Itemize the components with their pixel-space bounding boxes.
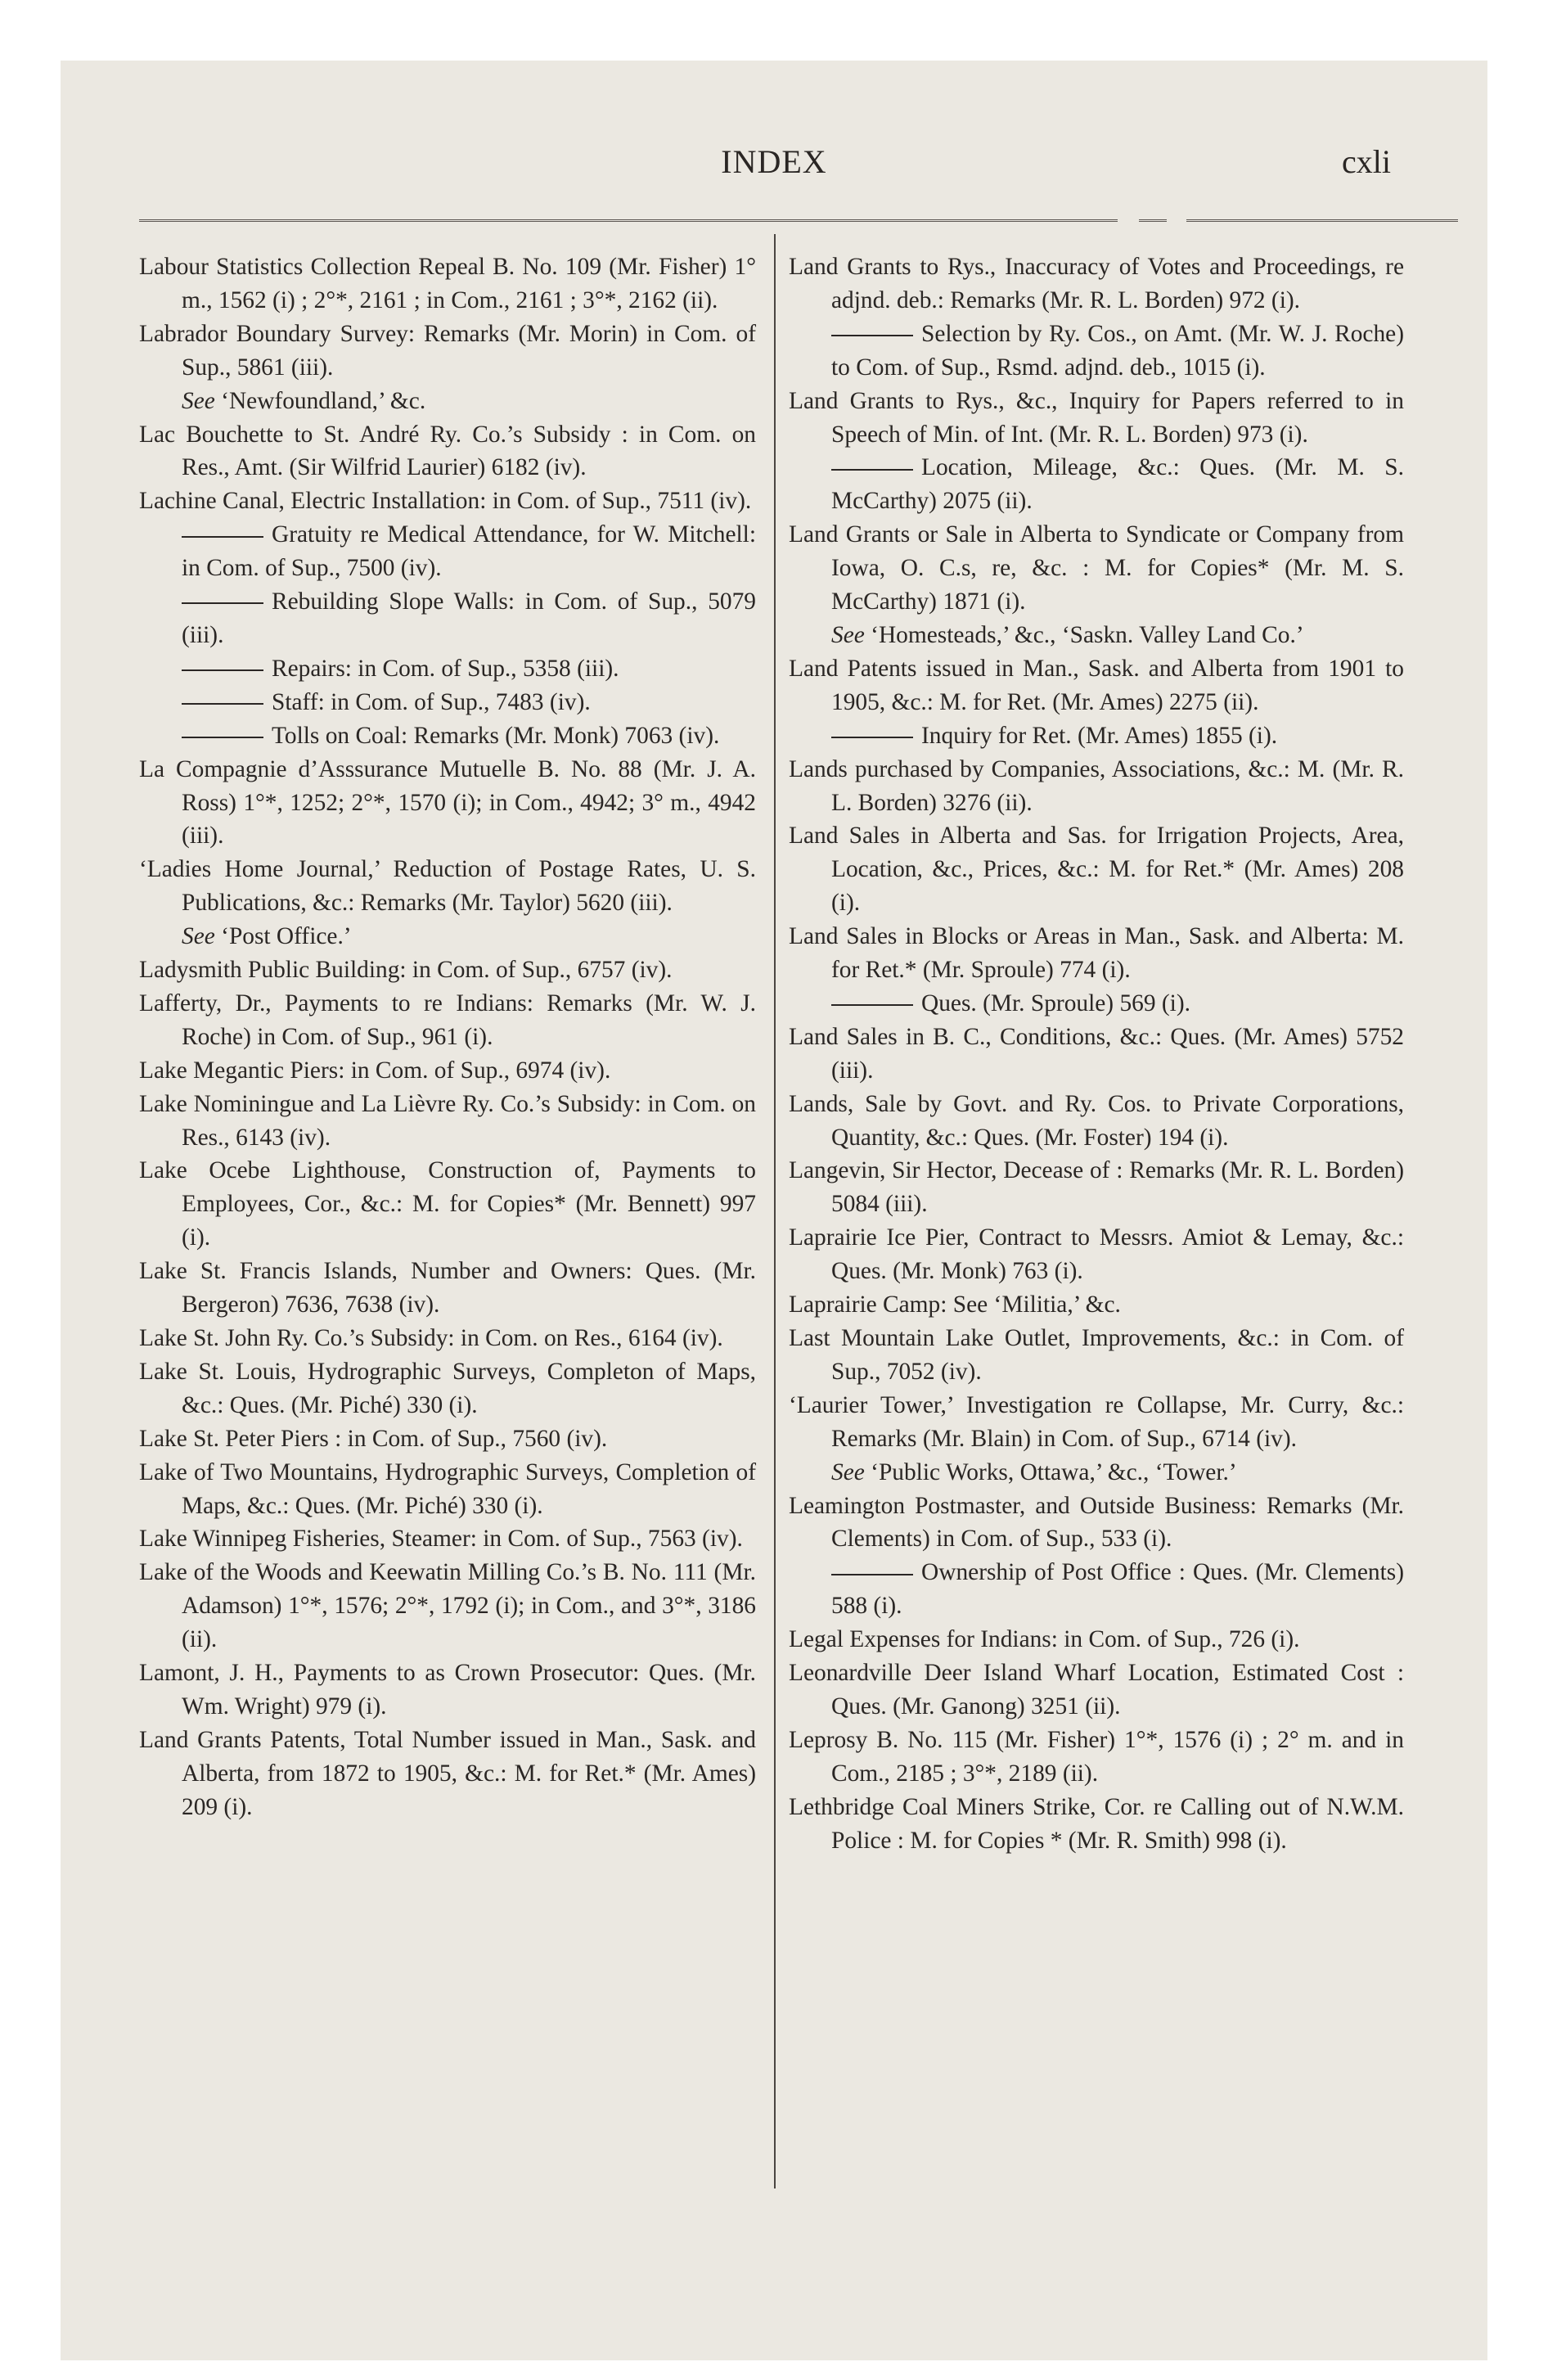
index-entry (139, 987, 756, 1054)
index-entry-text: Repairs: in Com. of Sup., 5358 (iii). (272, 655, 619, 682)
index-entry (789, 1791, 1404, 1858)
index-entry-text: Land Sales in B. C., Conditions, &c.: Ques. (Mr. Ames) 5752 (iii). (789, 1023, 1404, 1084)
index-entry (139, 1556, 756, 1657)
index-entry (789, 1389, 1404, 1456)
index-entry-text: Labour Statistics Collection Repeal B. No. 109 (Mr. Fisher) 1° m., 1562 (i) ; 2°*, 2161 ; in Com., 2161 ; 3°*, 2162 (ii). (139, 254, 756, 313)
index-entry-text: Lake St. Francis Islands, Number and Owners: Ques. (Mr. Bergeron) 7636, 7638 (iv). (139, 1258, 756, 1318)
index-entry (789, 250, 1404, 318)
index-entry (139, 318, 756, 385)
index-entry (139, 1422, 756, 1456)
header-rule (1186, 219, 1458, 222)
index-entry-text: Land Grants to Rys., Inaccuracy of Votes and Proceedings, re adjnd. deb.: Remarks (Mr. R. L. Borden) 972 (i). (789, 254, 1404, 313)
see-reference-label: See (182, 387, 215, 414)
left-index-column (139, 250, 756, 1824)
index-page (61, 61, 1487, 2360)
index-entry-text: ‘Homesteads,’ &c., ‘Saskn. Valley Land Co.’ (871, 621, 1304, 648)
index-entry (139, 1088, 756, 1155)
index-entry-text: Ques. (Mr. Sproule) 569 (i). (921, 989, 1190, 1016)
index-entry-text: Inquiry for Ret. (Mr. Ames) 1855 (i). (921, 722, 1278, 749)
index-entry (139, 1355, 756, 1422)
index-entry-text: Staff: in Com. of Sup., 7483 (iv). (272, 688, 591, 715)
index-entry (789, 518, 1404, 619)
ditto-dash (831, 1004, 913, 1006)
index-entry (139, 953, 756, 987)
index-entry-text: Land Patents issued in Man., Sask. and Alberta from 1901 to 1905, &c.: M. for Ret. (Mr. Ames) 2275 (ii). (789, 655, 1404, 715)
index-entry (139, 853, 756, 920)
index-entry (139, 1255, 756, 1322)
ditto-dash (182, 737, 263, 738)
see-reference-label: See (831, 621, 865, 648)
index-entry (789, 819, 1404, 920)
index-entry (789, 719, 1404, 753)
index-entry (139, 250, 756, 318)
ditto-dash (831, 469, 913, 471)
index-entry-text: ‘Newfoundland,’ &c. (221, 387, 426, 414)
index-entry (139, 1322, 756, 1355)
index-entry-text: Ladysmith Public Building: in Com. of Sup., 6757 (iv). (139, 957, 673, 984)
index-entry (789, 1657, 1404, 1724)
right-index-column (789, 250, 1404, 1858)
index-entry (789, 1724, 1404, 1791)
index-entry (139, 385, 756, 418)
index-entry (789, 619, 1404, 652)
index-entry-text: Land Grants Patents, Total Number issued in Man., Sask. and Alberta, from 1872 to 1905, &c.: M. for Ret.* (Mr. Ames) 209 (i). (139, 1726, 756, 1820)
index-entry-text: La Compagnie d’Asssurance Mutuelle B. No. 88 (Mr. J. A. Ross) 1°*, 1252; 2°*, 1570 (i); in Com., 4942; 3° m., 4942 (iii). (139, 755, 756, 850)
header-rule (1139, 219, 1167, 222)
index-entry-text: Lake of the Woods and Keewatin Milling Co.’s B. No. 111 (Mr. Adamson) 1°*, 1576; 2°*, 1792 (i); in Com., and 3°*, 3186 (ii). (139, 1559, 756, 1653)
index-entry-text: Lake of Two Mountains, Hydrographic Surveys, Completion of Maps, &c.: Ques. (Mr. Piché) 330 (i). (139, 1458, 756, 1519)
column-divider (774, 234, 776, 2188)
index-entry-text: ‘Laurier Tower,’ Investigation re Collapse, Mr. Curry, &c.: Remarks (Mr. Blain) in Com. of Sup., 6714 (iv). (789, 1391, 1404, 1452)
page-number: cxli (1342, 143, 1391, 180)
index-entry (139, 485, 756, 518)
index-entry (139, 719, 756, 753)
index-entry (789, 451, 1404, 518)
index-entry-text: Lake Megantic Piers: in Com. of Sup., 6974 (iv). (139, 1057, 611, 1084)
index-entry (139, 1054, 756, 1088)
index-entry-text: Lands purchased by Companies, Associations, &c.: M. (Mr. R. L. Borden) 3276 (ii). (789, 755, 1404, 816)
index-entry-text: Lafferty, Dr., Payments to re Indians: Remarks (Mr. W. J. Roche) in Com. of Sup., 961 (i). (139, 989, 756, 1050)
index-entry (789, 1490, 1404, 1557)
index-entry-text: Lake Nominingue and La Lièvre Ry. Co.’s Subsidy: in Com. on Res., 6143 (iv). (139, 1090, 756, 1151)
index-entry (789, 753, 1404, 820)
ditto-dash (182, 669, 263, 671)
index-entry (139, 1522, 756, 1556)
ditto-dash (831, 335, 913, 336)
index-entry-text: Lake Winnipeg Fisheries, Steamer: in Com. of Sup., 7563 (iv). (139, 1526, 743, 1553)
index-entry-text: Leonardville Deer Island Wharf Location, Estimated Cost : Ques. (Mr. Ganong) 3251 (ii). (789, 1660, 1404, 1720)
index-entry (139, 585, 756, 652)
index-entry (139, 1154, 756, 1255)
index-entry (789, 318, 1404, 385)
index-entry-text: Labrador Boundary Survey: Remarks (Mr. Morin) in Com. of Sup., 5861 (iii). (139, 320, 756, 381)
index-entry-text: Langevin, Sir Hector, Decease of : Remarks (Mr. R. L. Borden) 5084 (iii). (789, 1157, 1404, 1218)
index-entry (789, 652, 1404, 719)
index-entry (139, 686, 756, 719)
index-entry (789, 1154, 1404, 1221)
see-reference-label: See (182, 923, 215, 950)
index-entry-text: Leprosy B. No. 115 (Mr. Fisher) 1°*, 1576 (i) ; 2° m. and in Com., 2185 ; 3°*, 2189 (ii). (789, 1726, 1404, 1787)
ditto-dash (182, 703, 263, 705)
page-title: INDEX (721, 143, 827, 180)
index-entry (139, 1657, 756, 1724)
index-entry (139, 920, 756, 953)
index-entry (139, 753, 756, 854)
index-entry (139, 652, 756, 686)
header-rule (139, 219, 1118, 222)
index-entry-text: Land Sales in Blocks or Areas in Man., Sask. and Alberta: M. for Ret.* (Mr. Sproule) 774 (i). (789, 923, 1404, 984)
index-entry-text: Land Grants to Rys., &c., Inquiry for Papers referred to in Speech of Min. of Int. (Mr. R. L. Borden) 973 (i). (789, 387, 1404, 448)
index-entry (139, 1724, 756, 1824)
index-entry (139, 1456, 756, 1523)
index-entry-text: Legal Expenses for Indians: in Com. of Sup., 726 (i). (789, 1626, 1300, 1653)
ditto-dash (831, 737, 913, 738)
index-entry-text: Lake St. Louis, Hydrographic Surveys, Completon of Maps, &c.: Ques. (Mr. Piché) 330 (i). (139, 1358, 756, 1418)
index-entry-text: Location, Mileage, &c.: Ques. (Mr. M. S. McCarthy) 2075 (ii). (831, 454, 1404, 515)
index-entry-text: Lake St. John Ry. Co.’s Subsidy: in Com. on Res., 6164 (iv). (139, 1325, 723, 1351)
index-entry (789, 920, 1404, 987)
see-reference-label: See (831, 1458, 865, 1485)
index-entry (789, 1088, 1404, 1155)
ditto-dash (831, 1574, 913, 1575)
index-entry-text: Leamington Postmaster, and Outside Business: Remarks (Mr. Clements) in Com. of Sup., 533 (i). (789, 1492, 1404, 1553)
index-entry-text: Lake St. Peter Piers : in Com. of Sup., 7560 (iv). (139, 1425, 608, 1452)
index-entry-text: Tolls on Coal: Remarks (Mr. Monk) 7063 (iv). (272, 722, 720, 749)
index-entry (789, 1221, 1404, 1288)
index-entry-text: Land Sales in Alberta and Sas. for Irrigation Projects, Area, Location, &c., Prices, &c.: M. for Ret.* (Mr. Ames) 208 (i). (789, 823, 1404, 917)
index-entry (789, 1288, 1404, 1322)
index-entry-text: ‘Public Works, Ottawa,’ &c., ‘Tower.’ (871, 1458, 1237, 1485)
index-entry (789, 1456, 1404, 1490)
index-entry-text: Lethbridge Coal Miners Strike, Cor. re Calling out of N.W.M. Police : M. for Copies * (Mr. R. Smith) 998 (i). (789, 1793, 1404, 1854)
index-entry-text: Laprairie Ice Pier, Contract to Messrs. Amiot & Lemay, &c.: Ques. (Mr. Monk) 763 (i). (789, 1224, 1404, 1285)
index-entry-text: ‘Ladies Home Journal,’ Reduction of Postage Rates, U. S. Publications, &c.: Remarks (Mr. Taylor) 5620 (iii). (139, 856, 756, 917)
index-entry (139, 418, 756, 485)
index-entry-text: Laprairie Camp: See ‘Militia,’ &c. (789, 1291, 1121, 1318)
index-entry-text: Rebuilding Slope Walls: in Com. of Sup., 5079 (iii). (182, 588, 756, 648)
ditto-dash (182, 536, 263, 538)
index-entry-text: Lachine Canal, Electric Installation: in Com. of Sup., 7511 (iv). (139, 488, 752, 515)
index-entry (789, 1322, 1404, 1389)
index-entry-text: Lamont, J. H., Payments to as Crown Prosecutor: Ques. (Mr. Wm. Wright) 979 (i). (139, 1660, 756, 1720)
index-entry-text: Land Grants or Sale in Alberta to Syndicate or Company from Iowa, O. C.s, re, &c. : M. for Copies* (Mr. M. S. McCarthy) 1871 (i). (789, 521, 1404, 615)
index-entry (789, 385, 1404, 452)
index-entry-text: Gratuity re Medical Attendance, for W. Mitchell: in Com. of Sup., 7500 (iv). (182, 521, 756, 582)
index-entry-text: Last Mountain Lake Outlet, Improvements, &c.: in Com. of Sup., 7052 (iv). (789, 1325, 1404, 1385)
index-entry-text: Selection by Ry. Cos., on Amt. (Mr. W. J. Roche) to Com. of Sup., Rsmd. adjnd. deb., 1015 (i). (831, 320, 1404, 381)
index-entry-text: Lake Ocebe Lighthouse, Construction of, Payments to Employees, Cor., &c.: M. for Copies* (Mr. Bennett) 997 (i). (139, 1157, 756, 1251)
index-entry-text: Lac Bouchette to St. André Ry. Co.’s Subsidy : in Com. on Res., Amt. (Sir Wilfrid Laurier) 6182 (iv). (139, 421, 756, 481)
ditto-dash (182, 602, 263, 604)
index-entry (789, 1556, 1404, 1623)
index-entry-text: Ownership of Post Office : Ques. (Mr. Clements) 588 (i). (831, 1559, 1404, 1620)
index-entry (789, 1623, 1404, 1657)
index-entry (139, 518, 756, 585)
index-entry (789, 987, 1404, 1021)
index-entry-text: ‘Post Office.’ (221, 923, 352, 950)
index-entry (789, 1021, 1404, 1088)
index-entry-text: Lands, Sale by Govt. and Ry. Cos. to Private Corporations, Quantity, &c.: Ques. (Mr. Foster) 194 (i). (789, 1090, 1404, 1151)
